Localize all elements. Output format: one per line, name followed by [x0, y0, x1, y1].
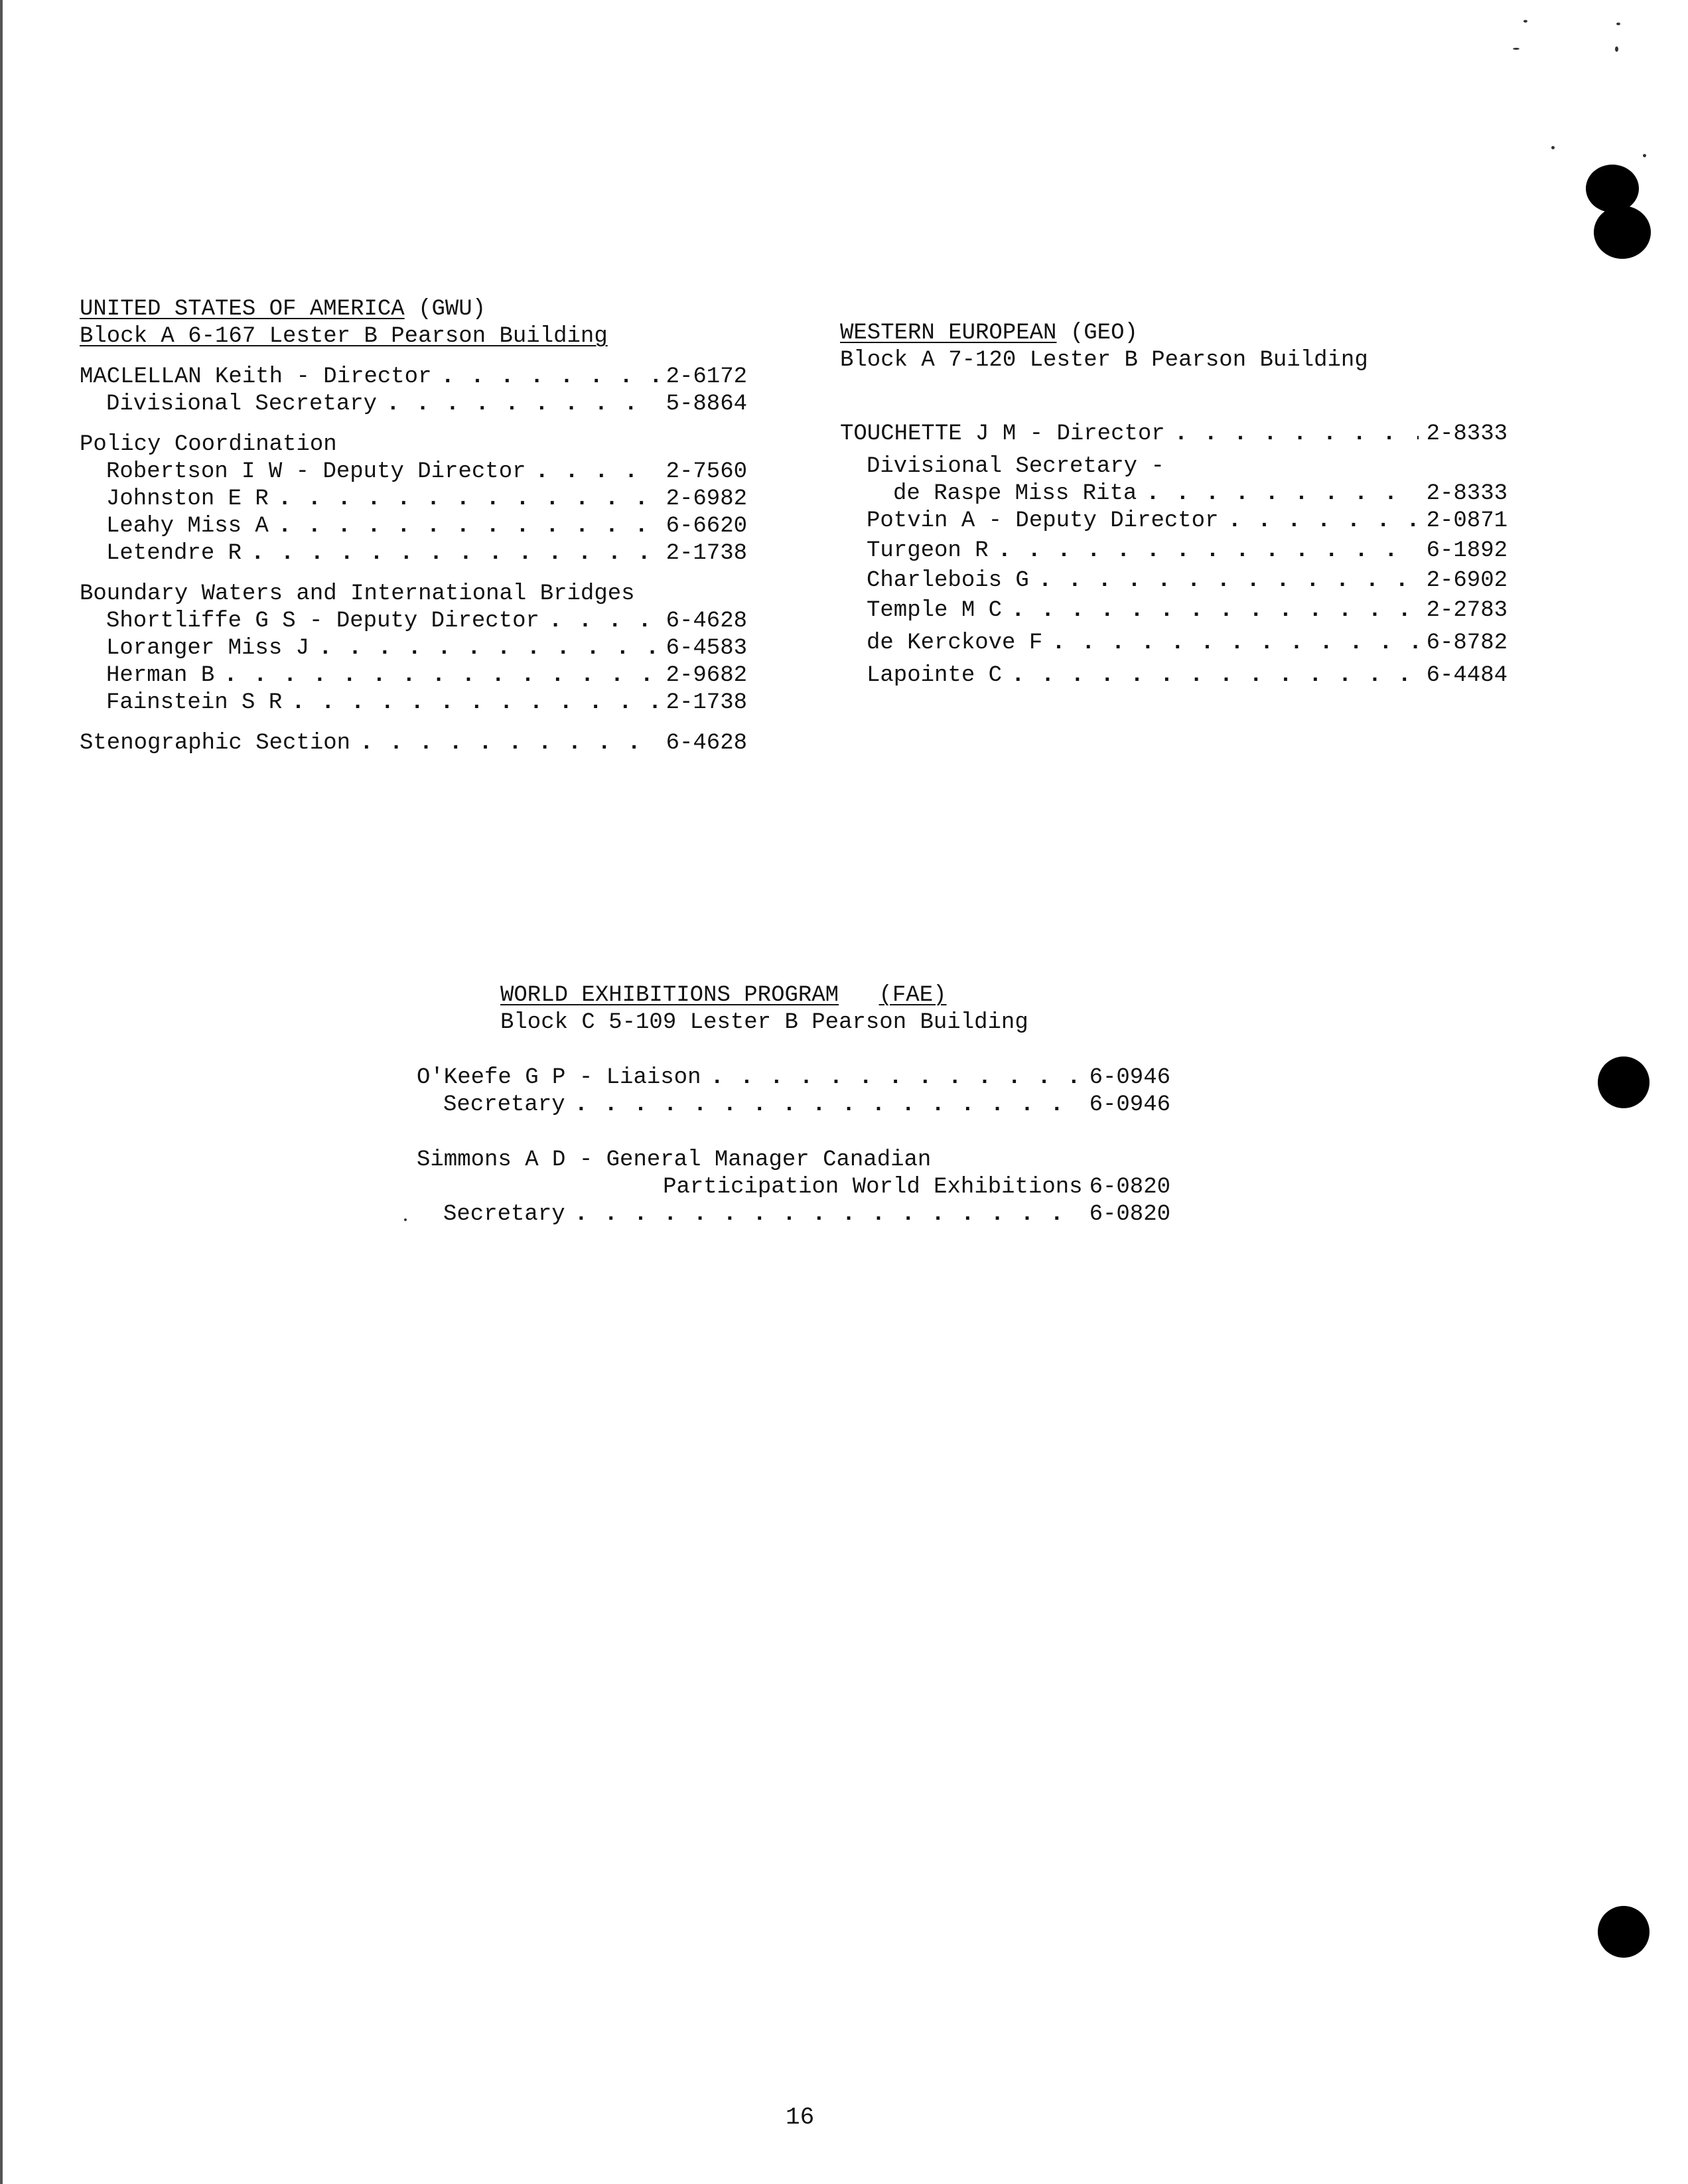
list-item — [840, 508, 1508, 535]
entry-name: MACLELLAN Keith - Director — [80, 364, 432, 390]
usa-div-secretary-row — [80, 391, 747, 418]
entry-extension: 6-4628 — [666, 731, 747, 756]
dot-leader — [575, 1092, 1082, 1119]
entry-extension: 2-7560 — [666, 459, 747, 484]
entry-extension: 5-8864 — [666, 392, 747, 417]
entry-extension: 2-0871 — [1426, 508, 1508, 534]
dot-leader — [441, 364, 658, 391]
dot-leader — [251, 540, 658, 567]
list-item — [840, 567, 1508, 595]
page-edge — [0, 0, 3, 2184]
list-item — [840, 597, 1508, 624]
entry-name: Turgeon R — [867, 538, 989, 563]
entry-name: Divisional Secretary — [106, 392, 378, 417]
world-title-line — [417, 982, 1170, 1009]
entry-extension: 2-6902 — [1426, 568, 1508, 593]
list-item — [80, 513, 747, 540]
list-item — [80, 608, 747, 635]
entry-name: Charlebois G — [867, 568, 1029, 593]
entry-extension: 2-6172 — [666, 364, 747, 390]
dot-leader — [1228, 508, 1419, 535]
boundary-heading: Boundary Waters and International Bridges — [80, 581, 635, 607]
entry-name: de Kerckove F — [867, 630, 1043, 656]
scan-speck — [1523, 20, 1527, 23]
punch-hole — [1586, 165, 1639, 212]
entry-extension: 6-0946 — [1089, 1065, 1170, 1090]
entry-name: Secretary — [443, 1092, 565, 1118]
world-section — [417, 982, 1170, 1228]
usa-title-line — [80, 296, 747, 323]
world-liaison-row — [417, 1064, 1170, 1092]
usa-location: Block A 6-167 Lester B Pearson Building — [80, 324, 608, 349]
entry-extension: 2-8333 — [1426, 421, 1508, 447]
entry-name: Loranger Miss J — [106, 636, 310, 661]
entry-extension: 2-2783 — [1426, 598, 1508, 623]
entry-extension: 6-0820 — [1089, 1202, 1170, 1227]
entry-name: Lapointe C — [867, 663, 1003, 688]
entry-name: Stenographic Section — [80, 731, 351, 756]
list-item — [840, 662, 1508, 690]
scan-speck — [1551, 146, 1555, 149]
list-item — [80, 540, 747, 567]
entry-name: de Raspe Miss Rita — [893, 481, 1137, 506]
entry-name: Herman B — [106, 663, 215, 688]
entry-name: Letendre R — [106, 541, 242, 566]
entry-name: Secretary — [443, 1202, 565, 1227]
world-title: WORLD EXHIBITIONS PROGRAM — [500, 983, 839, 1008]
world-manager-line1: Simmons A D - General Manager Canadian — [417, 1147, 932, 1173]
western-div-secretary-heading: Divisional Secretary - — [867, 454, 1164, 479]
entry-extension: 6-8782 — [1426, 630, 1508, 656]
punch-hole — [1598, 1056, 1650, 1108]
entry-extension: 2-1738 — [666, 690, 747, 715]
entry-extension: 6-6620 — [666, 514, 747, 539]
list-item — [80, 635, 747, 662]
usa-director-row — [80, 364, 747, 391]
entry-name: Temple M C — [867, 598, 1003, 623]
scan-speck — [1616, 23, 1620, 25]
entry-name: Participation World Exhibitions — [663, 1175, 1083, 1200]
scan-speck — [1513, 48, 1519, 50]
policy-heading: Policy Coordination — [80, 432, 337, 457]
dot-leader — [318, 635, 658, 662]
dot-leader — [360, 730, 658, 757]
list-item — [80, 486, 747, 513]
world-liaison-secretary-row — [417, 1092, 1170, 1119]
usa-section — [80, 296, 747, 757]
punch-hole — [1594, 206, 1651, 259]
western-div-secretary-row — [840, 480, 1508, 508]
entry-extension: 6-4484 — [1426, 663, 1508, 688]
entry-extension: 6-1892 — [1426, 538, 1508, 563]
entry-name: TOUCHETTE J M - Director — [840, 421, 1165, 447]
world-code: (FAE) — [879, 983, 947, 1008]
dot-leader — [1146, 480, 1418, 508]
western-location: Block A 7-120 Lester B Pearson Building — [840, 348, 1368, 373]
dot-leader — [549, 608, 658, 635]
entry-extension: 6-4583 — [666, 636, 747, 661]
western-section — [840, 320, 1508, 690]
entry-extension: 2-6982 — [666, 486, 747, 512]
world-manager-secretary-row — [417, 1201, 1170, 1228]
entry-extension: 6-4628 — [666, 609, 747, 634]
list-item — [840, 538, 1508, 565]
entry-name: Robertson I W - Deputy Director — [106, 459, 526, 484]
entry-name: Leahy Miss A — [106, 514, 269, 539]
usa-steno-row — [80, 730, 747, 757]
dot-leader — [224, 662, 658, 690]
entry-name: Fainstein S R — [106, 690, 283, 715]
scan-speck — [1615, 46, 1618, 52]
dot-leader — [535, 459, 658, 486]
entry-extension: 2-1738 — [666, 541, 747, 566]
scan-speck — [1643, 154, 1646, 157]
entry-name: Potvin A - Deputy Director — [867, 508, 1219, 534]
dot-leader — [278, 513, 658, 540]
dot-leader — [1011, 597, 1419, 624]
dot-leader — [1174, 421, 1419, 448]
western-code: (GEO) — [1070, 321, 1138, 346]
entry-extension: 6-0820 — [1089, 1175, 1170, 1200]
world-location: Block C 5-109 Lester B Pearson Building — [500, 1010, 1028, 1035]
entry-extension: 2-9682 — [666, 663, 747, 688]
entry-name: Johnston E R — [106, 486, 269, 512]
dot-leader — [998, 538, 1419, 565]
usa-code: (GWU) — [418, 297, 486, 322]
list-item — [80, 690, 747, 717]
list-item — [80, 459, 747, 486]
dot-leader — [1052, 630, 1418, 657]
entry-name: O'Keefe G P - Liaison — [417, 1065, 701, 1090]
usa-title: UNITED STATES OF AMERICA — [80, 297, 405, 322]
dot-leader — [575, 1201, 1082, 1228]
page-number: 16 — [786, 2104, 815, 2131]
western-title: WESTERN EUROPEAN — [840, 321, 1057, 346]
dot-leader — [710, 1064, 1081, 1092]
entry-extension: 6-0946 — [1089, 1092, 1170, 1118]
entry-name: Shortliffe G S - Deputy Director — [106, 609, 539, 634]
dot-leader — [291, 690, 658, 717]
punch-hole — [1598, 1906, 1650, 1958]
dot-leader — [386, 391, 658, 418]
list-item — [840, 630, 1508, 657]
dot-leader — [278, 486, 658, 513]
western-title-line — [840, 320, 1508, 347]
world-manager-row — [417, 1174, 1170, 1201]
western-director-row — [840, 421, 1508, 448]
dot-leader — [1038, 567, 1419, 595]
list-item — [80, 662, 747, 690]
dot-leader — [1011, 662, 1419, 690]
entry-extension: 2-8333 — [1426, 481, 1508, 506]
scan-speck — [404, 1218, 407, 1221]
